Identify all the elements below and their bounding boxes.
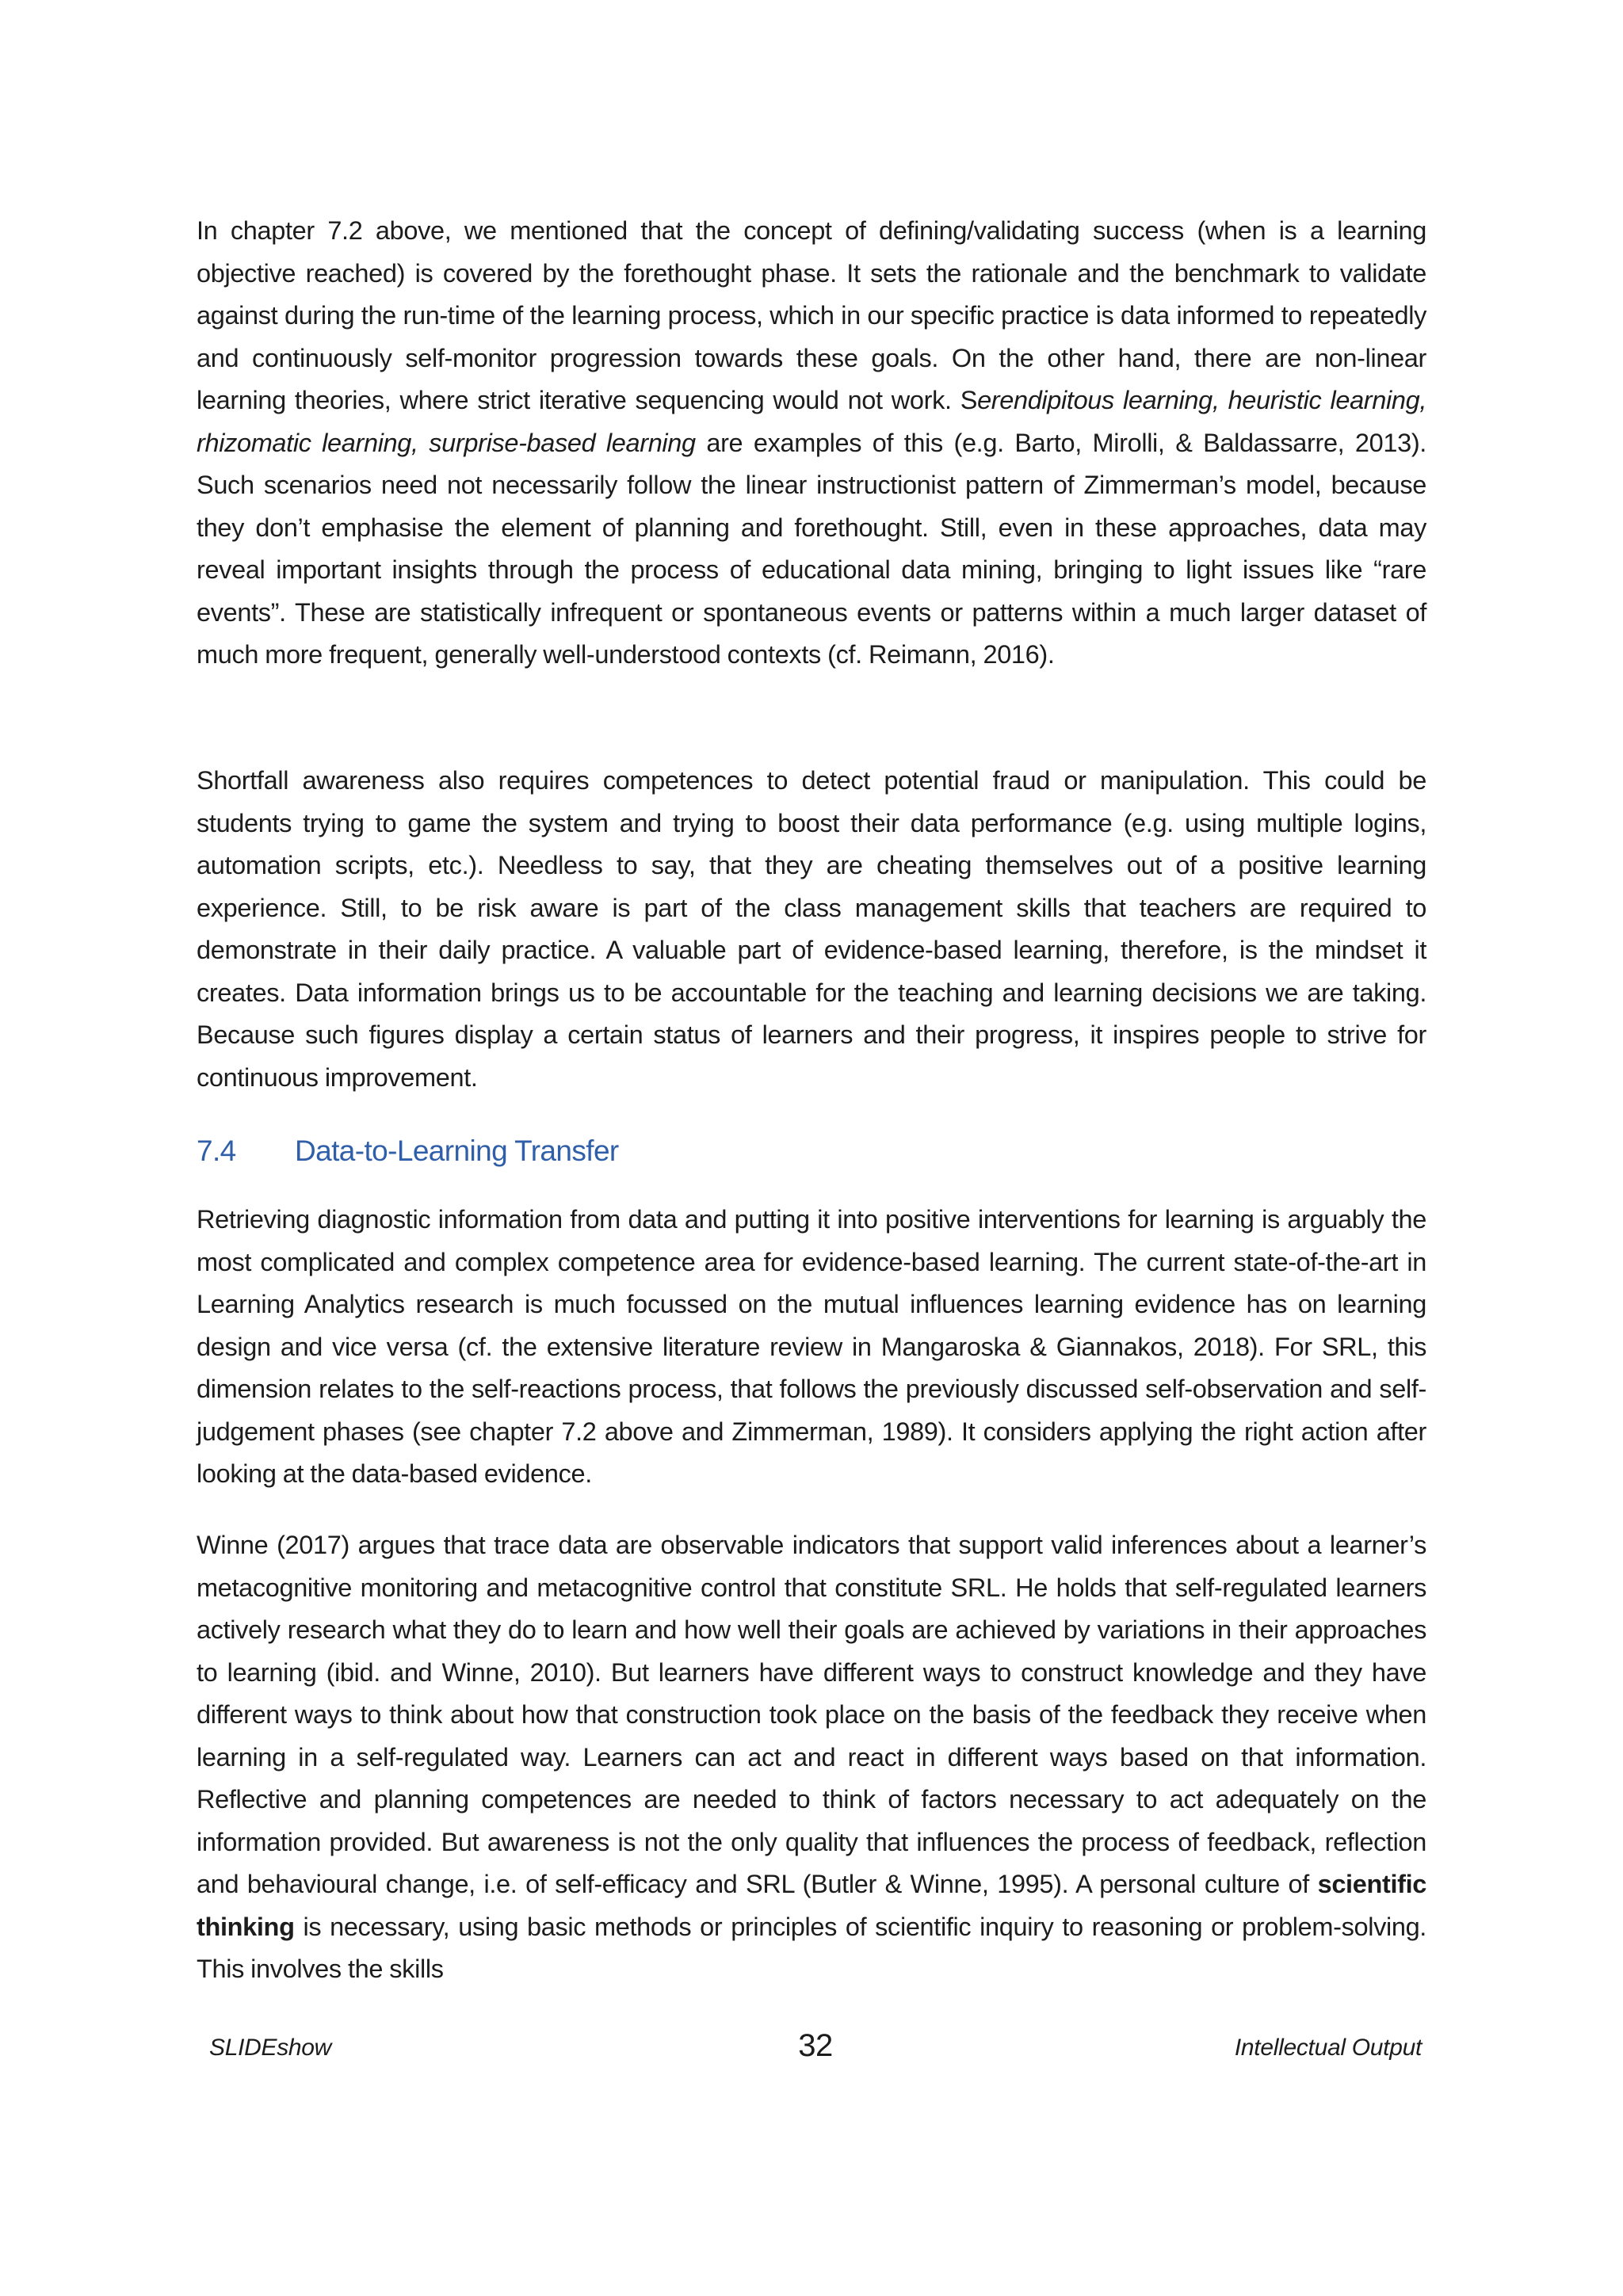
section-title: Data-to-Learning Transfer xyxy=(295,1135,619,1167)
body-paragraph-forethought xyxy=(197,210,1426,677)
para4-bold-term: scientific thinking xyxy=(197,1870,1426,1941)
section-heading xyxy=(197,1131,619,1171)
page-footer xyxy=(209,2027,1422,2071)
body-paragraph-shortfall-awareness: Shortfall awareness also requires competences to detect potential fraud or manipulation. This could be students trying to game the system and trying to boost their data performance (e.g. using multiple logins, automation scripts, etc.). Needless to say, that they are cheating themselves out of a positive learning experience. Still, to be risk aware is part of the class management skills that teachers are required to demonstrate in their daily practice. A valuable part of evidence-based learning, therefore, is the mindset it creates. Data information brings us to be accountable for the teaching and learning decisions we are taking. Because such figures display a certain status of learners and their progress, it inspires people to strive for continuous improvement. xyxy=(197,766,1426,1092)
body-paragraph-winne xyxy=(197,1524,1426,1991)
footer-output-label: Intellectual Output xyxy=(1234,2035,1422,2061)
para4-text-a: Winne (2017) argues that trace data are observable indicators that support valid inferences about a learner’s metacognitive monitoring and metacognitive control that constitute SRL. He holds that self-regulated learners actively research what they do to learn and how well their goals are achieved by variations in their approaches to learning (ibid. and Winne, 2010). But learners have different ways to construct knowledge and they have different ways to think about how that construction took place on the basis of the feedback they receive when learning in a self-regulated way. Learners can act and react in different ways based on that information. Reflective and planning competences are needed to think of factors necessary to act adequately on the information provided. But awareness is not the only quality that influences the process of feedback, reflection and behavioural change, i.e. of self-efficacy and SRL (Butler & Winne, 1995). A personal culture of xyxy=(197,1531,1426,1898)
para1-text-a: In chapter 7.2 above, we mentioned that the concept of defining/validating success (when is a learning objective reached) is covered by the forethought phase. It sets the rationale and the benchmark to validate against during the run-time of the learning process, which in our specific practice is data informed to repeatedly and continuously self-monitor progression towards these goals. On the other hand, there are non-linear learning theories, where strict iterative sequencing would not work. S xyxy=(197,216,1426,414)
footer-project-name: SLIDEshow xyxy=(209,2035,332,2061)
page-number: 32 xyxy=(798,2028,833,2063)
para1-italic-terms: erendipitous learning, heuristic learning, rhizomatic learning, surprise-based learning xyxy=(197,386,1427,457)
para1-text-b: are examples of this (e.g. Barto, Mirolli, & Baldassarre, 2013). Such scenarios need not necessarily follow the linear instructionist pattern of Zimmerman’s model, because they don’t emphasise the element of planning and forethought. Still, even in these approaches, data may reveal important insights through the process of educational data mining, bringing to light issues like “rare events”. These are statistically infrequent or spontaneous events or patterns within a much larger dataset of much more frequent, generally well-understood contexts (cf. Reimann, 2016). xyxy=(197,428,1426,669)
body-paragraph-data-to-learning: Retrieving diagnostic information from data and putting it into positive interventions for learning is arguably the most complicated and complex competence area for evidence-based learning. The current state-of-the-art in Learning Analytics research is much focussed on the mutual influences learning evidence has on learning design and vice versa (cf. the extensive literature review in Mangaroska & Giannakos, 2018). For SRL, this dimension relates to the self-reactions process, that follows the previously discussed self-observation and self-judgement phases (see chapter 7.2 above and Zimmerman, 1989). It considers applying the right action after looking at the data-based evidence. xyxy=(197,1205,1426,1488)
section-number: 7.4 xyxy=(197,1135,236,1167)
para4-text-b: is necessary, using basic methods or principles of scientific inquiry to reasoning or problem-solving. This involves the skills xyxy=(197,1912,1426,1983)
